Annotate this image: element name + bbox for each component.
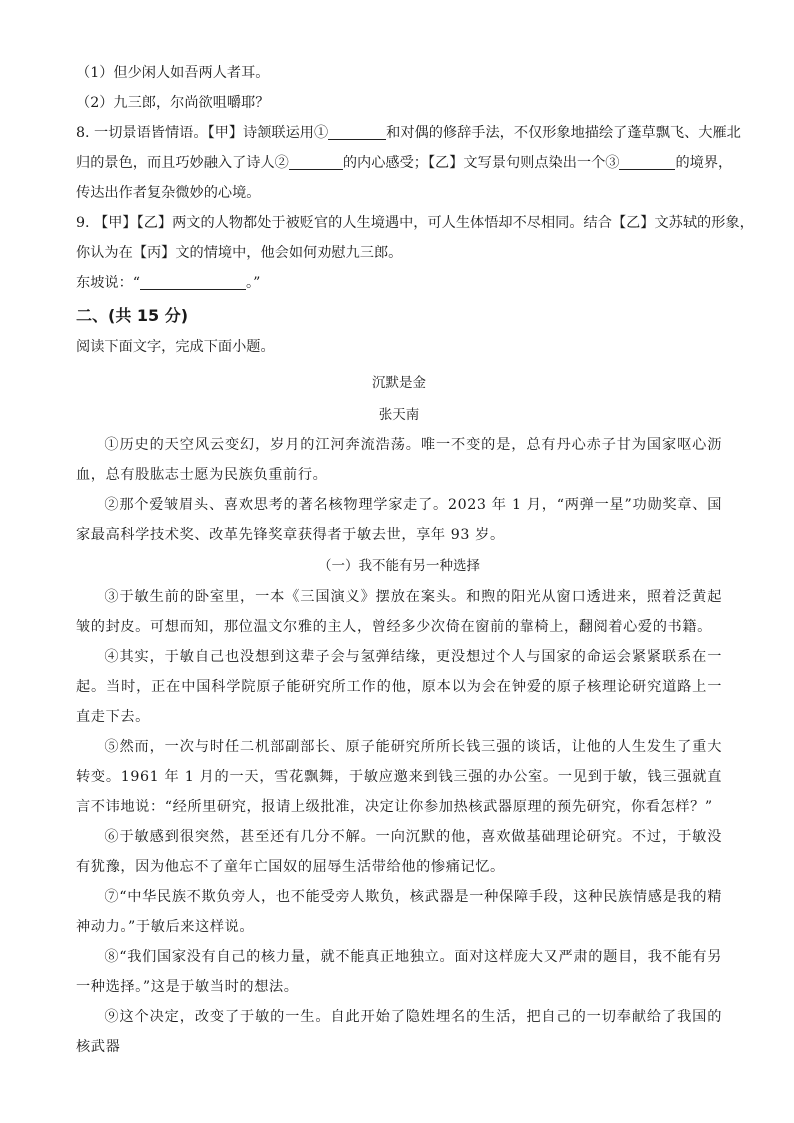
paragraph-7: ⑦“中华民族不欺负旁人，也不能受旁人欺负，核武器是一种保障手段，这种民族情感是我的精神动力。”于敏后来这样说。 xyxy=(76,889,722,935)
paragraph-6: ⑥于敏感到很突然，甚至还有几分不解。一向沉默的他，喜欢做基础理论研究。不过，于敏没有犹豫，因为他忘不了童年亡国奴的屈辱生活带给他的惨痛记忆。 xyxy=(76,829,722,875)
q8-text-6: 传达出作者复杂微妙的心境。 xyxy=(76,185,261,201)
article-author: 张天南 xyxy=(378,407,420,423)
paragraph-2: ②那个爱皱眉头、喜欢思考的著名核物理学家走了。2023 年 1 月，“两弹一星”功勋奖章、国家最高科学技术奖、改革先锋奖章获得者于敏去世，享年 93 岁。 xyxy=(76,497,722,543)
q8-text-4: 的内心感受；【乙】文写景句则点染出一个③ xyxy=(342,155,620,171)
q8-blank-2[interactable] xyxy=(289,153,343,170)
q9-text-2: 你认为在【丙】文的情境中，他会如何劝慰九三郎。 xyxy=(76,245,403,261)
q9-answer-blank[interactable] xyxy=(140,273,246,290)
article-title: 沉默是金 xyxy=(372,375,426,391)
paragraph-9: ⑨这个决定，改变了于敏的一生。自此开始了隐姓埋名的生活，把自己的一切奉献给了我国的核武器 xyxy=(76,1009,722,1055)
answer-item-1: （1）但少闲人如吾两人者耳。 xyxy=(76,65,270,81)
question-8 xyxy=(76,118,741,208)
paragraph-5: ⑤然而，一次与时任二机部副部长、原子能研究所所长钱三强的谈话，让他的人生发生了重大转变。1961 年 1 月的一天，雪花飘舞，于敏应邀来到钱三强的办公室。一见到于敏，钱三强就直言不讳地说：“经所里研究，报请上级批准，决定让你参加热核武器原理的预先研究，你看怎样？” xyxy=(76,739,722,815)
paragraph-4: ④其实，于敏自己也没想到这辈子会与氢弹结缘，更没想过个人与国家的命运会紧紧联系在一起。当时，正在中国科学院原子能研究所工作的他，原本以为会在钟爱的原子核理论研究道路上一直走下去。 xyxy=(76,649,722,725)
paragraph-8: ⑧“我们国家没有自己的核力量，就不能真正地独立。面对这样庞大又严肃的题目，我不能有另一种选择。”这是于敏当时的想法。 xyxy=(76,949,722,995)
article xyxy=(76,366,722,1062)
section-instruction: 阅读下面文字，完成下面小题。 xyxy=(76,339,275,355)
q8-text-3: 归的景色，而且巧妙融入了诗人② xyxy=(76,155,289,171)
q9-answer-prefix: 东坡说：“ xyxy=(76,275,141,291)
q8-blank-3[interactable] xyxy=(619,153,675,170)
section-heading: 二、(共 15 分) xyxy=(76,306,189,325)
q8-text-1: 8. 一切景语皆情语。【甲】诗颔联运用① xyxy=(76,125,329,141)
paragraph-1: ①历史的天空风云变幻，岁月的江河奔流浩荡。唯一不变的是，总有丹心赤子甘为国家呕心沥血，总有股肱志士愿为民族负重前行。 xyxy=(76,437,722,483)
q8-text-2: 和对偶的修辞手法，不仅形象地描绘了蓬草飘飞、大雁北 xyxy=(386,125,741,141)
question-9 xyxy=(76,208,754,298)
q9-text-1: 9. 【甲】【乙】两文的人物都处于被贬官的人生境遇中，可人生体悟却不尽相同。结合【乙】文苏轼的形象， xyxy=(76,215,754,231)
answer-item-2: （2）九三郎，尔尚欲咀嚼耶？ xyxy=(76,95,270,111)
paragraph-3: ③于敏生前的卧室里，一本《三国演义》摆放在案头。和煦的阳光从窗口透进来，照着泛黄起皱的封皮。可想而知，那位温文尔雅的主人，曾经多少次倚在窗前的靠椅上，翻阅着心爱的书籍。 xyxy=(76,589,722,635)
q8-text-5: 的境界， xyxy=(675,155,733,171)
q8-blank-1[interactable] xyxy=(328,123,386,140)
q9-answer-suffix: 。” xyxy=(246,275,261,291)
article-subheading: （一）我不能有另一种选择 xyxy=(318,558,480,574)
